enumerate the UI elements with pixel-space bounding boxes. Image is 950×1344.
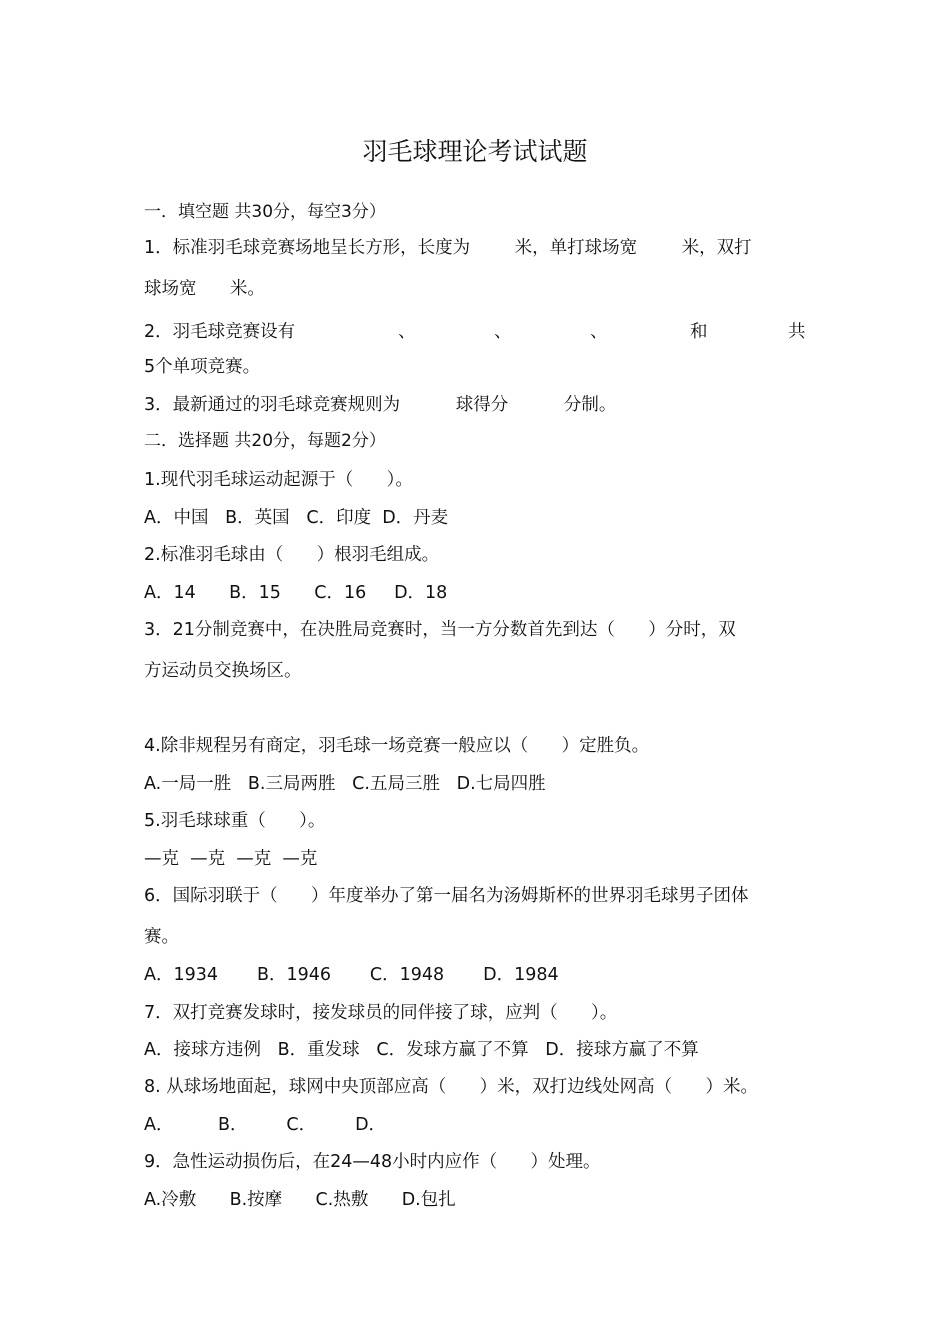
fill-q1-line1: 1．标准羽毛球竞赛场地呈长方形，长度为 米，单打球场宽 米，双打 — [144, 238, 752, 258]
choice-q4: 4.除非规程另有商定，羽毛球一场竞赛一般应以（ ）定胜负。 — [144, 736, 650, 756]
choice-q3-line2: 方运动员交换场区。 — [144, 661, 302, 681]
choice-q8-options: A． B． C． D． — [144, 1115, 387, 1135]
fill-q2-line1 — [144, 318, 806, 340]
section-1-heading: 一．填空题 共30分，每空3分） — [144, 202, 386, 222]
choice-q1: 1.现代羽毛球运动起源于（ ）。 — [144, 470, 413, 490]
choice-q6-options: A．1934 B．1946 C．1948 D．1984 — [144, 965, 559, 985]
choice-q9-options: A.冷敷 B.按摩 C.热敷 D.包扎 — [144, 1190, 456, 1210]
fill-q1-line2: 球场宽 米。 — [144, 279, 265, 299]
choice-q9: 9．急性运动损伤后，在24—48小时内应作（ ）处理。 — [144, 1152, 601, 1172]
fill-q2-line2: 5个单项竞赛。 — [144, 357, 261, 377]
fill-q2-sep1: 、 — [398, 322, 416, 342]
section-2-heading: 二．选择题 共20分，每题2分） — [144, 431, 386, 451]
choice-q6-line1: 6．国际羽联于（ ）年度举办了第一届名为汤姆斯杯的世界羽毛球男子团体 — [144, 886, 749, 906]
choice-q5-options: —克 —克 —克 —克 — [144, 849, 318, 869]
choice-q2-options: A．14 B．15 C．16 D．18 — [144, 583, 448, 603]
fill-q2-sep3: 、 — [590, 322, 608, 342]
fill-q2-and: 和 — [690, 322, 708, 342]
choice-q6-line2: 赛。 — [144, 927, 179, 947]
choice-q1-options: A．中国 B．英国 C．印度 D．丹麦 — [144, 508, 449, 528]
choice-q4-options: A.一局一胜 B.三局两胜 C.五局三胜 D.七局四胜 — [144, 774, 546, 794]
fill-q2-sep2: 、 — [494, 322, 512, 342]
choice-q3-line1: 3．21分制竞赛中，在决胜局竞赛时，当一方分数首先到达（ ）分时，双 — [144, 620, 736, 640]
page-title: 羽毛球理论考试试题 — [362, 137, 588, 166]
fill-q2-prefix: 2．羽毛球竞赛设有 — [144, 322, 296, 342]
fill-q2-total: 共 — [788, 322, 806, 342]
choice-q8: 8. 从球场地面起，球网中央顶部应高（ ）米，双打边线处网高（ ）米。 — [144, 1077, 759, 1097]
choice-q5: 5.羽毛球球重（ ）。 — [144, 811, 326, 831]
choice-q7-options: A．接球方违例 B．重发球 C．发球方赢了不算 D．接球方赢了不算 — [144, 1040, 699, 1060]
fill-q3: 3．最新通过的羽毛球竞赛规则为 球得分 分制。 — [144, 395, 617, 415]
choice-q2: 2.标准羽毛球由（ ）根羽毛组成。 — [144, 545, 440, 565]
choice-q7: 7．双打竞赛发球时，接发球员的同伴接了球，应判（ ）。 — [144, 1003, 618, 1023]
